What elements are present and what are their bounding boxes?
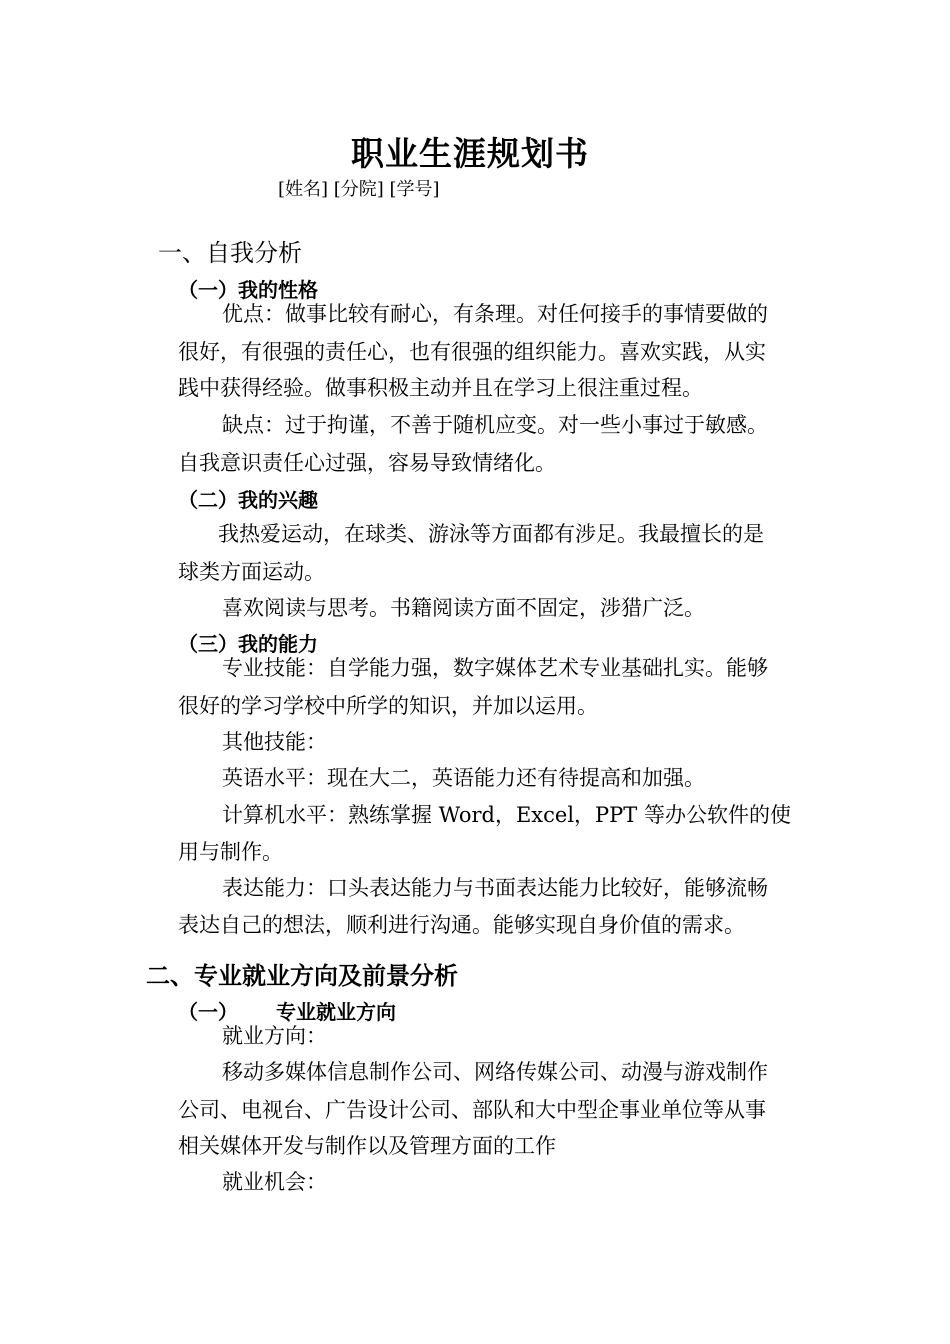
- paragraph-line: 相关媒体开发与制作以及管理方面的工作: [178, 1134, 556, 1158]
- paragraph-line: 就业方向：: [222, 1024, 327, 1048]
- paragraph-line: 球类方面运动。: [178, 560, 325, 584]
- paragraph-line: 移动多媒体信息制作公司、网络传媒公司、动漫与游戏制作: [222, 1060, 768, 1084]
- section-heading-self-analysis: 一、自我分析: [158, 239, 302, 267]
- subsection-heading-abilities: （三）我的能力: [178, 632, 318, 656]
- paragraph-line: 专业技能：自学能力强，数字媒体艺术专业基础扎实。能够: [222, 656, 768, 680]
- subsection-number: （一）: [178, 1000, 238, 1024]
- paragraph-line: 用与制作。: [178, 840, 283, 864]
- subsection-heading-interests: （二）我的兴趣: [178, 488, 318, 512]
- subsection-heading-personality: （一）我的性格: [178, 278, 318, 302]
- paragraph-line: 自我意识责任心过强，容易导致情绪化。: [178, 451, 556, 475]
- document-title: 职业生涯规划书: [351, 134, 589, 173]
- paragraph-line: 践中获得经验。做事积极主动并且在学习上很注重过程。: [178, 376, 703, 400]
- paragraph-line: 英语水平：现在大二，英语能力还有待提高和加强。: [222, 766, 705, 790]
- author-meta: [姓名] [分院] [学号]: [278, 179, 440, 200]
- paragraph-line: 很好的学习学校中所学的知识，并加以运用。: [178, 694, 598, 718]
- paragraph-line: 喜欢阅读与思考。书籍阅读方面不固定，涉猎广泛。: [222, 596, 705, 620]
- subsection-heading-employment-direction: 专业就业方向: [276, 1000, 396, 1024]
- section-heading-career-direction: 二、专业就业方向及前景分析: [146, 962, 458, 990]
- paragraph-line: 公司、电视台、广告设计公司、部队和大中型企事业单位等从事: [178, 1098, 766, 1122]
- paragraph-line: 我热爱运动，在球类、游泳等方面都有涉足。我最擅长的是: [218, 522, 764, 546]
- paragraph-line: 表达自己的想法，顺利进行沟通。能够实现自身价值的需求。: [178, 913, 745, 937]
- paragraph-line: 表达能力：口头表达能力与书面表达能力比较好，能够流畅: [222, 876, 768, 900]
- paragraph-line: 其他技能：: [222, 730, 327, 754]
- paragraph-line: 就业机会：: [222, 1170, 327, 1194]
- paragraph-line: 计算机水平：熟练掌握 Word，Excel，PPT 等办公软件的使: [222, 803, 791, 827]
- paragraph-line: 优点：做事比较有耐心，有条理。对任何接手的事情要做的: [222, 302, 768, 326]
- paragraph-line: 很好，有很强的责任心，也有很强的组织能力。喜欢实践，从实: [178, 340, 766, 364]
- paragraph-line: 缺点：过于拘谨，不善于随机应变。对一些小事过于敏感。: [222, 413, 768, 437]
